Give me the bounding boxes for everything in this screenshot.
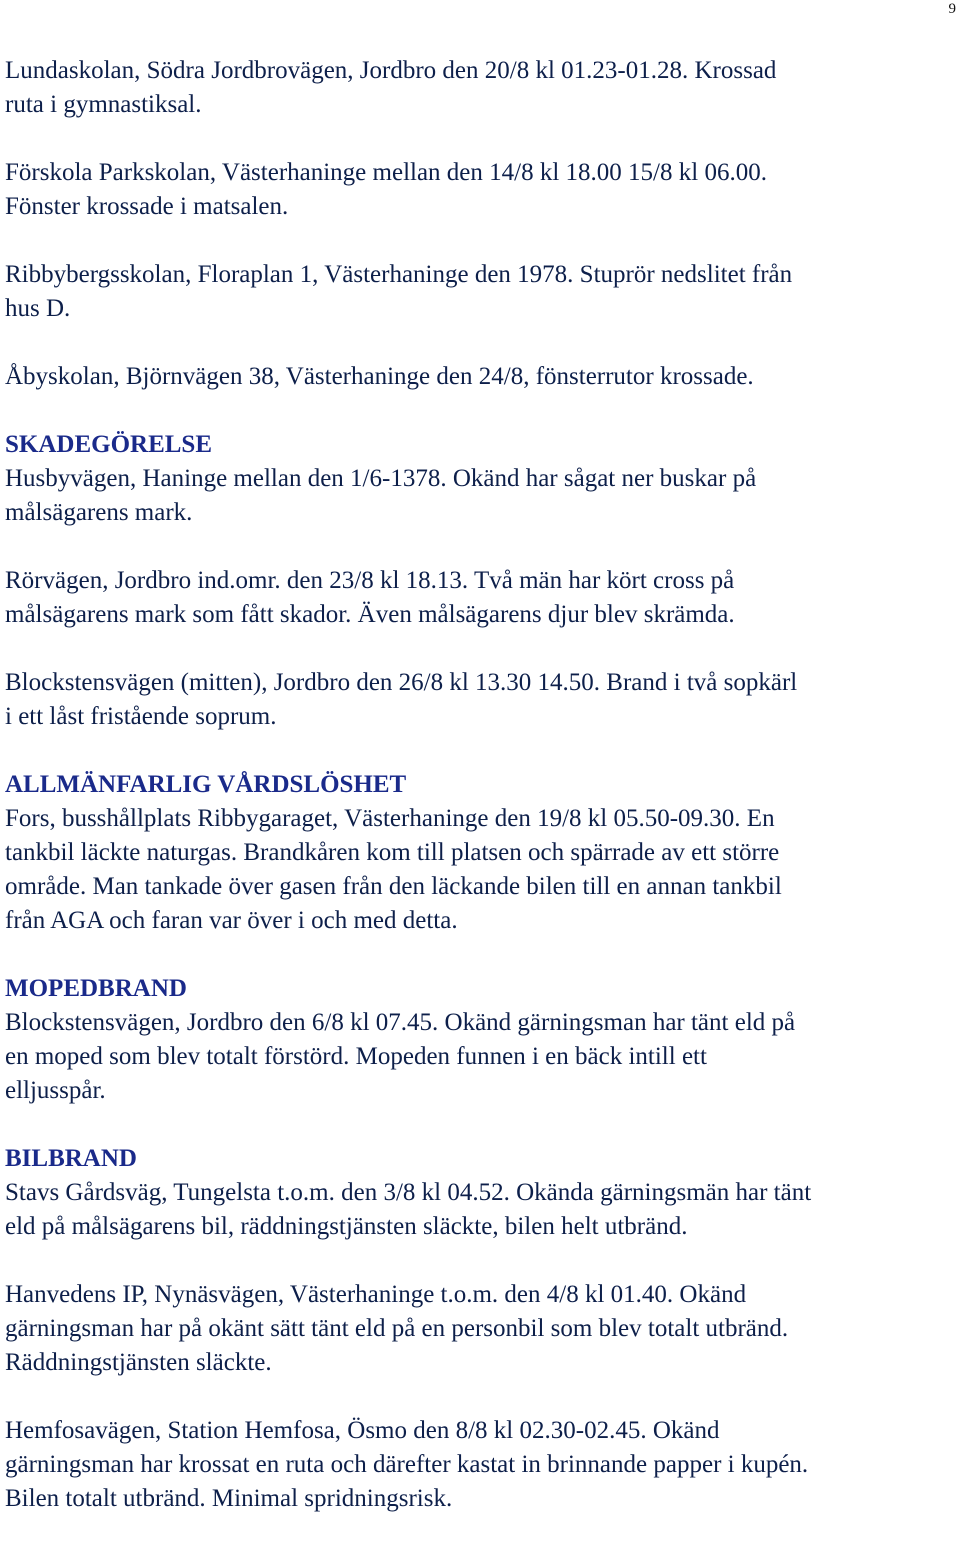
paragraph <box>5 462 955 530</box>
document-body <box>5 54 955 1550</box>
paragraph <box>5 802 955 938</box>
text-line: Bilen totalt utbränd. Minimal spridningsrisk. <box>5 1485 453 1512</box>
paragraph <box>5 1006 955 1108</box>
text-line: Hemfosavägen, Station Hemfosa, Ösmo den 8/8 kl 02.30-02.45. Okänd <box>5 1417 720 1444</box>
text-line: gärningsman har på okänt sätt tänt eld på en personbil som blev totalt utbränd. <box>5 1315 789 1342</box>
paragraph <box>5 1176 955 1244</box>
paragraph <box>5 54 955 122</box>
page-number: 9 <box>948 1 956 17</box>
section <box>5 768 955 938</box>
text-line: Fors, busshållplats Ribbygaraget, Västerhaninge den 19/8 kl 05.50-09.30. En <box>5 805 775 832</box>
section <box>5 54 955 394</box>
text-line: ruta i gymnastiksal. <box>5 91 202 118</box>
text-line: eld på målsägarens bil, räddningstjänsten släckte, bilen helt utbränd. <box>5 1213 688 1240</box>
section <box>5 972 955 1108</box>
text-line: Stavs Gårdsväg, Tungelsta t.o.m. den 3/8 kl 04.52. Okända gärningsmän har tänt <box>5 1179 812 1206</box>
text-line: i ett låst fristående soprum. <box>5 703 277 730</box>
text-line: elljusspår. <box>5 1077 106 1104</box>
text-line: målsägarens mark som fått skador. Även målsägarens djur blev skrämda. <box>5 601 735 628</box>
section-heading: ALLMÄNFARLIG VÅRDSLÖSHET <box>5 771 407 798</box>
paragraph <box>5 564 955 632</box>
text-line: Hanvedens IP, Nynäsvägen, Västerhaninge t.o.m. den 4/8 kl 01.40. Okänd <box>5 1281 747 1308</box>
paragraph <box>5 666 955 734</box>
text-line: Ribbybergsskolan, Floraplan 1, Västerhaninge den 1978. Stuprör nedslitet från <box>5 261 793 288</box>
paragraph <box>5 258 955 326</box>
text-line: hus D. <box>5 295 71 322</box>
text-line: Räddningstjänsten släckte. <box>5 1349 272 1376</box>
paragraph <box>5 360 955 394</box>
text-line: Blockstensvägen (mitten), Jordbro den 26/8 kl 13.30 14.50. Brand i två sopkärl <box>5 669 798 696</box>
text-line: Lundaskolan, Södra Jordbrovägen, Jordbro den 20/8 kl 01.23-01.28. Krossad <box>5 57 777 84</box>
section-heading: SKADEGÖRELSE <box>5 431 213 458</box>
text-line: en moped som blev totalt förstörd. Mopeden funnen i en bäck intill ett <box>5 1043 707 1070</box>
paragraph <box>5 1414 955 1516</box>
text-line: från AGA och faran var över i och med detta. <box>5 907 458 934</box>
paragraph <box>5 1278 955 1380</box>
text-line: Blockstensvägen, Jordbro den 6/8 kl 07.45. Okänd gärningsman har tänt eld på <box>5 1009 796 1036</box>
text-line: målsägarens mark. <box>5 499 193 526</box>
paragraph <box>5 156 955 224</box>
section-heading: BILBRAND <box>5 1145 137 1172</box>
text-line: Husbyvägen, Haninge mellan den 1/6-1378. Okänd har sågat ner buskar på <box>5 465 757 492</box>
section <box>5 428 955 734</box>
text-line: Rörvägen, Jordbro ind.omr. den 23/8 kl 18.13. Två män har kört cross på <box>5 567 735 594</box>
text-line: Fönster krossade i matsalen. <box>5 193 289 220</box>
section <box>5 1142 955 1516</box>
text-line: Förskola Parkskolan, Västerhaninge mellan den 14/8 kl 18.00 15/8 kl 06.00. <box>5 159 767 186</box>
text-line: gärningsman har krossat en ruta och därefter kastat in brinnande papper i kupén. <box>5 1451 809 1478</box>
section-heading: MOPEDBRAND <box>5 975 187 1002</box>
text-line: tankbil läckte naturgas. Brandkåren kom till platsen och spärrade av ett större <box>5 839 780 866</box>
text-line: område. Man tankade över gasen från den läckande bilen till en annan tankbil <box>5 873 782 900</box>
text-line: Åbyskolan, Björnvägen 38, Västerhaninge den 24/8, fönsterrutor krossade. <box>5 363 754 390</box>
